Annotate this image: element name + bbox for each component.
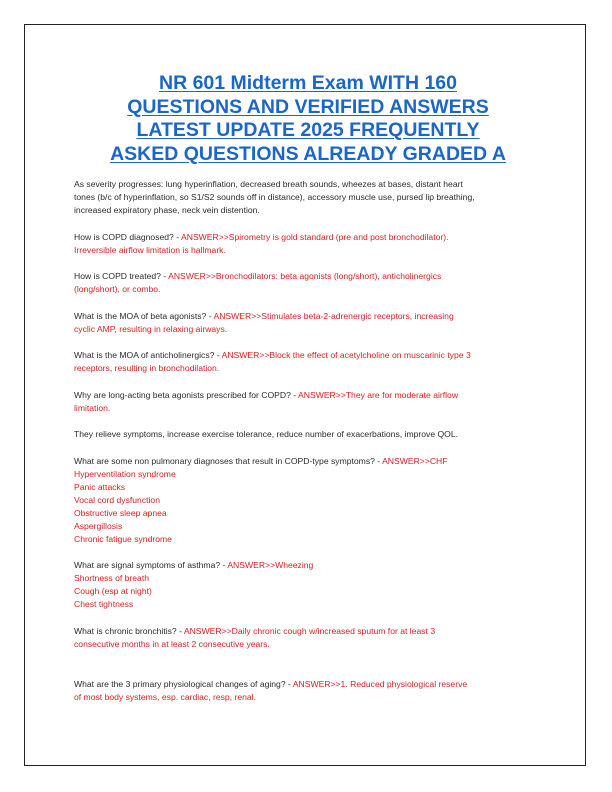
- answer-text: cyclic AMP, resulting in relaxing airways.: [74, 323, 228, 334]
- answer-text: ANSWER>>Wheezing: [227, 560, 314, 570]
- qa-asthma: [74, 559, 542, 611]
- list-item: Aspergillosis: [74, 520, 123, 531]
- qa-anticholinergics: [74, 349, 542, 375]
- list-item: Chronic fatigue syndrome: [74, 533, 172, 544]
- answer-text: ANSWER>>Block the effect of acetylcholine on muscarinic type 3: [221, 350, 471, 360]
- list-item: Obstructive sleep apnea: [74, 507, 167, 518]
- answer-text: ANSWER>>1. Reduced physiological reserve: [292, 678, 468, 689]
- question-text: What is the MOA of anticholinergics? -: [74, 350, 222, 360]
- question-text: What is chronic bronchitis? -: [74, 625, 184, 636]
- answer-text: limitation.: [74, 402, 111, 413]
- answer-text: ANSWER>>They are for moderate airflow: [298, 389, 459, 400]
- list-item: Hyperventilation syndrome: [74, 468, 176, 479]
- answer-text: receptors, resulting in bronchodilation.: [74, 363, 220, 373]
- qa-beta-agonists: [74, 310, 542, 336]
- answer-text: consecutive months in at least 2 consecutive years.: [74, 638, 270, 649]
- list-item: Shortness of breath: [74, 573, 150, 583]
- answer-text: ANSWER>>Bronchodilators: beta agonists (long/short), anticholinergics: [168, 271, 442, 281]
- question-text: How is COPD treated? -: [74, 271, 169, 281]
- question-text: What are some non pulmonary diagnoses that result in COPD-type symptoms? -: [74, 455, 383, 466]
- qa-aging: [74, 678, 542, 704]
- answer-text: ANSWER>>CHF: [382, 455, 448, 466]
- qa-chronic-bronchitis: [74, 625, 542, 651]
- document-title: [74, 72, 542, 166]
- answer-text: of most body systems, esp. cardiac, resp, renal.: [74, 691, 256, 702]
- answer-text: (long/short), or combo.: [74, 284, 161, 294]
- answer-text: Irreversible airflow limitation is hallmark.: [74, 244, 226, 255]
- answer-text: ANSWER>>Stimulates beta-2-adrenergic receptors, increasing: [213, 310, 454, 321]
- qa-non-pulmonary: [74, 455, 542, 546]
- question-text: How is COPD diagnosed? -: [74, 231, 181, 242]
- note-paragraph: They relieve symptoms, increase exercise tolerance, reduce number of exacerbations, improve QOL.: [74, 429, 459, 439]
- list-item: Panic attacks: [74, 481, 126, 492]
- list-item: Chest tightness: [74, 599, 134, 609]
- title-line: ASKED QUESTIONS ALREADY GRADED A: [110, 142, 506, 165]
- document-body: [74, 72, 542, 717]
- title-line: NR 601 Midterm Exam WITH 160: [158, 72, 457, 94]
- question-text: Why are long-acting beta agonists prescribed for COPD? -: [74, 389, 299, 400]
- answer-text: ANSWER>>Daily chronic cough w/increased sputum for at least 3: [183, 625, 436, 636]
- question-text: What are the 3 primary physiological changes of aging? -: [74, 678, 293, 689]
- qa-laba: [74, 389, 542, 415]
- question-text: What is the MOA of beta agonists? -: [74, 310, 214, 321]
- qa-copd-diagnosis: [74, 231, 542, 257]
- title-line: QUESTIONS AND VERIFIED ANSWERS: [127, 95, 489, 118]
- question-text: What are signal symptoms of asthma? -: [74, 560, 228, 570]
- list-item: Cough (esp at night): [74, 586, 152, 596]
- intro-paragraph: As severity progresses: lung hyperinflation, decreased breath sounds, wheezes at bases, distant heart tones (b/c of hyperinflation, so S1/S2 sounds off in distance), accessory muscle use, pursed lip breathing, increased expiratory phase, neck vein distention.: [74, 179, 475, 215]
- qa-copd-treatment: [74, 270, 542, 296]
- answer-text: ANSWER>>Spirometry is gold standard (pre and post bronchodilator).: [181, 231, 449, 242]
- list-item: Vocal cord dysfunction: [74, 494, 160, 505]
- title-line: LATEST UPDATE 2025 FREQUENTLY: [136, 119, 480, 141]
